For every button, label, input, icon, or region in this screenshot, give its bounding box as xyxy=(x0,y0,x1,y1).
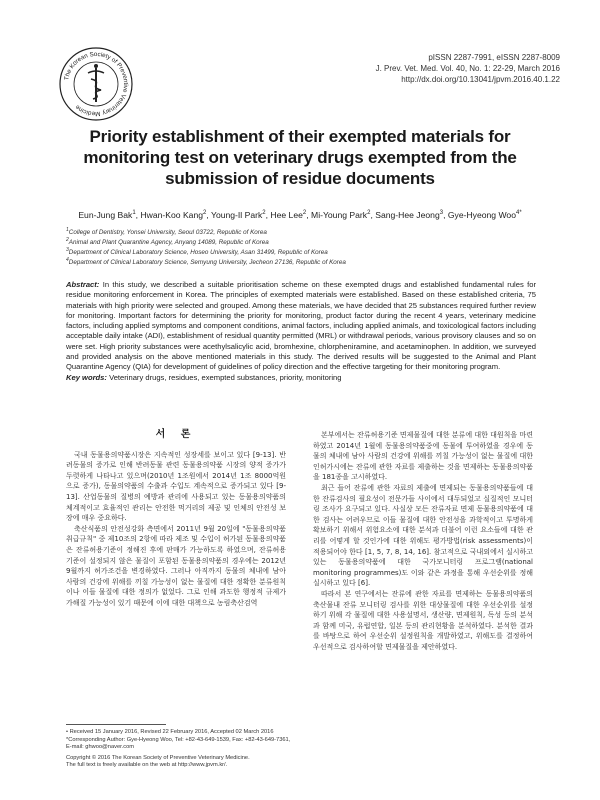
keywords: Key words: Veterinary drugs, residues, exempted substances, priority, monitoring xyxy=(66,372,342,382)
body-paragraph: 따라서 본 연구에서는 잔류에 관한 자료를 면제하는 동물용의약품의 축산물내 잔류 모니터링 검사를 위한 대상물질에 대한 우선순위를 설정하기 위해 각 물질에 대한 사용설명서, 생산량, 면제원칙, 독성 등의 분석과 함께 미국, 유럽연합, 일본 등의 관리현황을 분석하였다. 분석한 결과를 바탕으로 하여 우선순위 설정원칙을 개발하였고, 위해도를 결정하여 우선적으로 검사하여할 면제물질을 제안하였다. xyxy=(313,589,533,651)
author: Sang-Hee Jeong$^3$ xyxy=(375,209,444,220)
journal-info xyxy=(300,52,560,85)
author-list: Eun-Jung Bak$^1$, Hwan-Koo Kang$^2$, Young-Il Park$^2$, Hee Lee$^2$, Mi-Young Park$^2$, Sang-Hee Jeong$^3$, Gye-Hyeong Woo$^{4*}$ xyxy=(78,209,522,220)
section-heading: 서 론 xyxy=(155,429,197,440)
body-paragraph: 최근 들어 잔류에 관한 자료의 제출에 면제되는 동물용의약품들에 대한 잔류검사의 필요성이 전문가들 사이에서 대두되었고 실질적인 모니터링 조사가 요구되고 있다. 사실상 모든 잔류자료 면제 동물용의약품에 대한 검사는 어려우므로 이들 물질에 대한 안전성을 과학적이고 투명하게 확보하기 위해서 위험요소에 대한 분석과 더불어 이런 요소들에 대한 관리를 어떻게 할 것인가에 대한 위해도 평가방법(risk assessments)이 적용되어야 한다 [1, 5, 7, 8, 14, 16]. 참고적으로 국내외에서 실시하고 있는 동물용의약품에 대한 국가모니터링 프로그램(national monitoring programmes)도 이와 같은 과정을 통해 우선순위를 정해 실시하고 있다 [6]. xyxy=(313,483,533,588)
author: Young-Il Park$^2$ xyxy=(211,209,266,220)
affiliation-list xyxy=(66,227,536,267)
abstract-text: Abstract: In this study, we described a suitable prioritisation scheme on these exempted drugs and established fundamental rules for residue monitoring enforcement in Korea. The principles of exempted materials were established. Based on these established criteria, 75 materials with high priority were selected and grouped. Among these materials, we have decided that 25 substances required further review for monitoring. Important factors for determining the priority for monitoring, product factor during the recent 4 years, veterinary medicine factors, including applied symptoms and component conditions, animal factors, including applied animals, and toxicological factors including acceptable daily intake (ADI), establishment of residual quantity permitted (MRL) or withdrawal periods, various provisory clauses and so on were set. High priority substances were acethylsalicylic acid, bromhexine, chlorpheniramine, and acetaminophen. In addition, we surveyed and provided analysis on the above mentioned materials in this study. The derived results will be suggested to the Animal and Plant Quarantine Agency (QIA) for development of guidelines of policy direction and the effective targeting for their monitoring program. xyxy=(66,280,536,372)
paper-title: Priority establishment of their exempted materials for monitoring test on veterinary drugs exempted from the submission of residue documents xyxy=(83,127,517,188)
affiliation: $^4$Department of Clinical Laboratory Science, Semyung University, Jecheon 27136, Republic of Korea xyxy=(66,256,346,266)
body-paragraph: 국내 동물용의약품시장은 지속적인 성장세를 보이고 있다 [9-13]. 반려동물의 증가로 인해 반려동물 관련 동물용의약품 시장의 양적 증가가 두렷하게 나타나고 있으며(2010년 1조원에서 2014년 1조 8000억원으로 증가), 동물의약품의 수출과 수입도 계속적으로 증가되고 있다 [9-13]. 산업동물의 질병의 예방과 관리에 사용되고 있는 동물용의약품의 체계적이고 효율적인 관리는 안전한 먹거리의 제공 및 인체의 안전성 보장에 매우 중요하다. xyxy=(66,450,286,523)
body-column-left xyxy=(66,430,286,609)
corresponding-author: *Corresponding Author: Gye-Hyeong Woo, Tel: +82-43-649-1539, Fax: +82-43-649-7361, xyxy=(66,736,291,743)
author: Mi-Young Park$^2$ xyxy=(311,209,371,220)
abstract-block xyxy=(66,280,536,383)
svg-text:The Korean Society of Preventi: The Korean Society of Preventive Veterinary Medicine xyxy=(63,50,130,118)
body-paragraph: 축산식품의 안전성강화 측면에서 2011년 9월 20일에 "동물용의약품취급규칙" 중 제10조의 2항에 따라 제조 및 수입이 허가된 동물용의약품은 잔류허용기준이 정해진 후에 판매가 가능하도록 하였으며, 잔류허용기준이 설정되지 않은 물질이 포함된 동물용의약품의 경우에는 2012년 9월까지 허가조건을 변경하였다. 그러나 아직까지 동물의 체내에 남아 사람의 건강에 위해를 끼칠 가능성이 없는 물질에 대한 정확한 분류원칙이나 이들 물질에 대한 정의가 없었다. 그로 인해 과도한 행정적 규제가 가해질 가능성이 있기 때문에 이에 대한 대책으로 농림축산검역 xyxy=(66,524,286,607)
author: Eun-Jung Bak$^1$ xyxy=(78,209,136,220)
author: Hwan-Koo Kang$^2$ xyxy=(140,209,207,220)
body-paragraph: 본부에서는 잔류허용기준 면제물질에 대한 분류에 대한 대원칙을 마련하였고 2014년 1월에 동물용의약품중에 동물에 투여하였을 경우에 동물의 체내에 남아 사람의 건강에 위해를 끼칠 가능성이 없는 물질에 대한 인허가시에는 잔류에 관한 자료를 제출하는 것을 면제하는 동물용의약품을 181종을 고시하였다. xyxy=(313,431,533,482)
affiliation: $^2$Animal and Plant Quarantine Agency, Anyang 14089, Republic of Korea xyxy=(66,236,269,246)
corresponding-email[interactable]: E-mail: ghwoo@naver.com xyxy=(66,744,135,751)
affiliation: $^3$Department of Clinical Laboratory Science, Hoseo University, Asan 31499, Republic of Korea xyxy=(66,246,328,256)
copyright-notice: Copyright © 2016 The Korean Society of Preventive Veterinary Medicine. xyxy=(66,754,250,761)
citation-line: J. Prev. Vet. Med. Vol. 40, No. 1: 22-29, March 2016 xyxy=(375,64,560,73)
availability-notice: The full text is freely available on the web at http://www.jpvm.kr/. xyxy=(66,762,228,769)
issn-line: pISSN 2287-7991, eISSN 2287-8009 xyxy=(428,53,560,62)
author: Hee Lee$^2$ xyxy=(270,209,307,220)
footnote-divider xyxy=(66,724,166,725)
received-dates: • Received 15 January 2016, Revised 22 February 2016, Accepted 02 March 2016 xyxy=(66,729,274,735)
doi-link[interactable]: http://dx.doi.org/10.13041/jpvm.2016.40.1.22 xyxy=(401,75,560,84)
affiliation: $^1$College of Dentistry, Yonsei University, Seoul 03722, Republic of Korea xyxy=(66,227,267,237)
body-column-right xyxy=(313,430,533,652)
author: Gye-Hyeong Woo$^{4*}$ xyxy=(447,209,522,220)
society-logo xyxy=(58,46,134,122)
footnotes xyxy=(66,729,291,770)
